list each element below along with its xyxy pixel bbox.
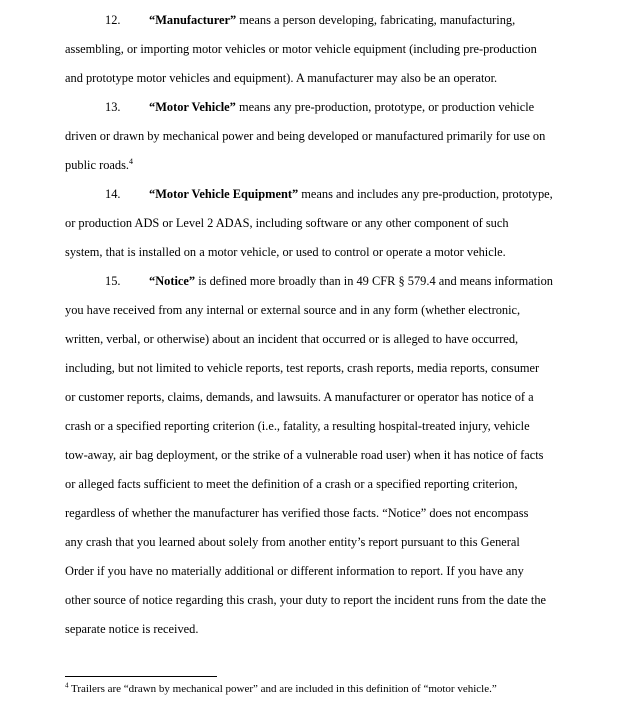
paragraph-15-line-5: or customer reports, claims, demands, and lawsuits. A manufacturer or operator has notice of a [65, 390, 534, 404]
paragraph-13-line-2: driven or drawn by mechanical power and being developed or manufactured primarily for use on [65, 129, 546, 143]
paragraph-13-line-3 [65, 157, 133, 173]
paragraph-12-line-3: and prototype motor vehicles and equipment). A manufacturer may also be an operator. [65, 71, 498, 85]
paragraph-text: means a person developing, fabricating, manufacturing, [236, 13, 516, 27]
paragraph-15-line-8: or alleged facts sufficient to meet the definition of a crash or a specified reporting criterion, [65, 477, 518, 491]
footnote [65, 682, 497, 696]
paragraph-number: 14. [105, 187, 121, 201]
footnote-reference[interactable]: 4 [129, 156, 134, 166]
paragraph-15-line-12: other source of notice regarding this crash, your duty to report the incident runs from the date the [65, 593, 547, 607]
paragraph-12-line-2: assembling, or importing motor vehicles or motor vehicle equipment (including pre-production [65, 42, 537, 56]
footnote-marker: 4 [65, 681, 69, 690]
paragraph-number: 12. [105, 13, 121, 27]
footnote-separator [65, 676, 217, 677]
paragraph-15-line-11: Order if you have no materially additional or different information to report. If you have any [65, 564, 524, 578]
paragraph-15-line-10: any crash that you learned about solely from another entity’s report pursuant to this General [65, 535, 520, 549]
paragraph-text: public roads. [65, 158, 130, 172]
defined-term: “Manufacturer” [149, 13, 237, 27]
paragraph-text: means any pre-production, prototype, or production vehicle [235, 100, 535, 114]
paragraph-15-line-6: crash or a specified reporting criterion (i.e., fatality, a resulting hospital-treated injury, vehicle [65, 419, 530, 433]
footnote-text: Trailers are “drawn by mechanical power” and are included in this definition of “motor vehicle.” [68, 683, 497, 695]
paragraph-15-line-9: regardless of whether the manufacturer has verified those facts. “Notice” does not encompass [65, 506, 529, 520]
paragraph-14-line-1 [65, 186, 553, 202]
paragraph-13-line-1 [65, 99, 534, 115]
paragraph-text: means and includes any pre-production, prototype, [298, 187, 553, 201]
defined-term: “Notice” [149, 274, 196, 288]
paragraph-15-line-1 [65, 273, 553, 289]
paragraph-15-line-13: separate notice is received. [65, 622, 199, 636]
defined-term: “Motor Vehicle Equipment” [149, 187, 299, 201]
paragraph-number: 15. [105, 274, 121, 288]
paragraph-15-line-4: including, but not limited to vehicle reports, test reports, crash reports, media reports, consumer [65, 361, 540, 375]
paragraph-14-line-3: system, that is installed on a motor vehicle, or used to control or operate a motor vehicle. [65, 245, 506, 259]
paragraph-15-line-7: tow-away, air bag deployment, or the strike of a vulnerable road user) when it has notice of facts [65, 448, 544, 462]
paragraph-14-line-2: or production ADS or Level 2 ADAS, including software or any other component of such [65, 216, 509, 230]
defined-term: “Motor Vehicle” [149, 100, 236, 114]
paragraph-15-line-3: written, verbal, or otherwise) about an incident that occurred or is alleged to have occurred, [65, 332, 519, 346]
paragraph-text: is defined more broadly than in 49 CFR § 579.4 and means information [195, 274, 554, 288]
paragraph-12-line-1 [65, 12, 515, 28]
paragraph-number: 13. [105, 100, 121, 114]
paragraph-15-line-2: you have received from any internal or external source and in any form (whether electronic, [65, 303, 521, 317]
